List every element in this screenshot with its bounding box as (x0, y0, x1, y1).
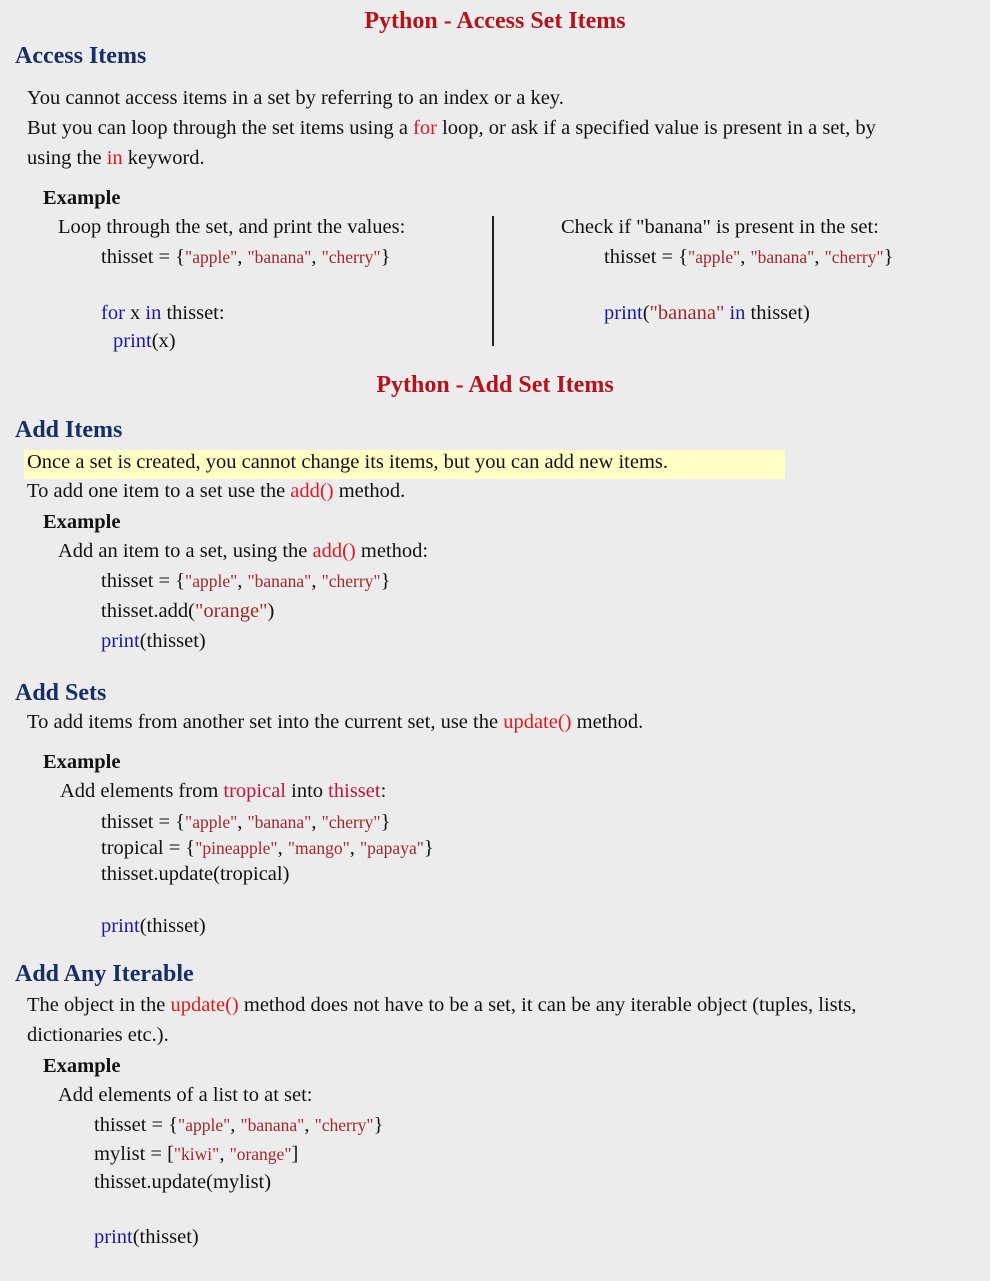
variable-name: thisset (328, 780, 381, 802)
access-line-3 (27, 147, 205, 170)
code: (thisset) (132, 1226, 199, 1248)
add-line (27, 480, 405, 503)
keyword: print (604, 302, 643, 324)
code: thisset = { (101, 570, 186, 592)
code: , (237, 570, 248, 592)
code: } (380, 570, 391, 592)
code: thisset = { (101, 246, 186, 268)
code-line-print (113, 330, 176, 353)
text: keyword. (122, 147, 205, 169)
string-literal: "orange" (229, 1144, 292, 1164)
string-literal: "apple" (185, 571, 238, 591)
string-literal: "orange" (194, 600, 268, 622)
keyword: for (101, 302, 125, 324)
code-line-mylist (94, 1143, 298, 1166)
variable-name: tropical (223, 780, 287, 802)
heading-add-items: Add Items (15, 417, 123, 443)
code: } (380, 811, 391, 833)
heading-add-sets: Add Sets (15, 680, 107, 706)
code: ( (642, 302, 650, 324)
heading-access-items: Access Items (15, 43, 147, 69)
code-line-assign (101, 811, 390, 834)
keyword: print (94, 1226, 133, 1248)
code: , (277, 837, 288, 859)
text: into (286, 780, 329, 802)
string-literal: "banana" (240, 1115, 305, 1135)
code: thisset = { (101, 811, 186, 833)
example-label: Example (43, 1055, 121, 1077)
code: , (304, 1114, 315, 1136)
text: : (380, 780, 387, 802)
string-literal: "banana" (247, 812, 312, 832)
code: , (311, 811, 322, 833)
code: , (311, 570, 322, 592)
code: , (814, 246, 825, 268)
example-label: Example (43, 751, 121, 773)
keyword: in (724, 302, 746, 324)
text: The object in the (27, 994, 171, 1016)
string-literal: "kiwi" (173, 1144, 220, 1164)
example-caption-tropical (60, 780, 386, 803)
keyword-in: in (106, 147, 123, 169)
text: method. (571, 711, 644, 733)
string-literal: "cherry" (824, 247, 884, 267)
code: ] (291, 1143, 299, 1165)
string-literal: "banana" (649, 302, 725, 324)
text: loop, or ask if a specified value is present in a set, by (436, 117, 876, 139)
code: , (740, 246, 751, 268)
heading-add-any-iterable: Add Any Iterable (15, 961, 194, 987)
string-literal: "apple" (178, 1115, 231, 1135)
method-name: update() (503, 711, 572, 733)
method-name: update() (170, 994, 239, 1016)
code-line-update: thisset.update(tropical) (101, 863, 290, 885)
code-line-assign (101, 570, 390, 593)
example-caption-add (58, 540, 428, 563)
code-line-assign (604, 246, 893, 269)
code: (thisset) (139, 630, 206, 652)
iterable-line-1 (27, 994, 856, 1017)
code: thisset = { (94, 1114, 179, 1136)
string-literal: "apple" (688, 247, 741, 267)
string-literal: "banana" (750, 247, 815, 267)
highlight-text: Once a set is created, you cannot change its items, but you can add new items. (27, 451, 668, 473)
code: } (380, 246, 391, 268)
method-name: add() (290, 480, 334, 502)
text: method. (333, 480, 406, 502)
code: tropical = { (101, 837, 196, 859)
code: thisset.add( (101, 600, 195, 622)
string-literal: "mango" (287, 838, 350, 858)
code-line-assign (101, 246, 390, 269)
page-title-add: Python - Add Set Items (376, 372, 614, 398)
page-title-access: Python - Access Set Items (364, 8, 626, 34)
code: , (237, 811, 248, 833)
example-label: Example (43, 187, 121, 209)
code: thisset) (745, 302, 810, 324)
example-label: Example (43, 511, 121, 533)
code: mylist = [ (94, 1143, 174, 1165)
text: Add an item to a set, using the (58, 540, 313, 562)
code: (thisset) (139, 915, 206, 937)
string-literal: "cherry" (314, 1115, 374, 1135)
example-caption-check: Check if "banana" is present in the set: (561, 216, 879, 238)
keyword: print (101, 915, 140, 937)
add-sets-line (27, 711, 643, 734)
column-divider (492, 216, 494, 346)
string-literal: "banana" (247, 571, 312, 591)
access-line-1: You cannot access items in a set by referring to an index or a key. (27, 87, 564, 109)
code-line-print (101, 630, 206, 653)
code-line-for (101, 302, 225, 325)
string-literal: "cherry" (321, 812, 381, 832)
code: ) (267, 600, 275, 622)
code: , (349, 837, 361, 859)
code: } (883, 246, 894, 268)
string-literal: "apple" (185, 812, 238, 832)
keyword: print (113, 330, 152, 352)
code-line-print (94, 1226, 199, 1249)
example-caption-list: Add elements of a list to at set: (58, 1084, 313, 1106)
method-name: add() (312, 540, 356, 562)
code-line-add (101, 600, 274, 623)
example-caption-loop: Loop through the set, and print the values: (58, 216, 406, 238)
code-line-print (101, 915, 206, 938)
code: , (311, 246, 322, 268)
string-literal: "cherry" (321, 571, 381, 591)
code: } (423, 837, 434, 859)
code: (x) (151, 330, 176, 352)
text: Add elements from (60, 780, 224, 802)
string-literal: "apple" (185, 247, 238, 267)
code: } (373, 1114, 384, 1136)
code-line-assign (94, 1114, 383, 1137)
string-literal: "papaya" (360, 838, 424, 858)
code-line-tropical (101, 837, 434, 860)
code: , (237, 246, 248, 268)
text: method does not have to be a set, it can be any iterable object (tuples, lists, (238, 994, 857, 1016)
access-line-2 (27, 117, 876, 140)
keyword-for: for (413, 117, 437, 139)
string-literal: "cherry" (321, 247, 381, 267)
code: , (230, 1114, 241, 1136)
code: , (219, 1143, 230, 1165)
text: But you can loop through the set items using a (27, 117, 414, 139)
text: using the (27, 147, 107, 169)
text: method: (355, 540, 429, 562)
code: thisset = { (604, 246, 689, 268)
code: thisset: (161, 302, 225, 324)
keyword: print (101, 630, 140, 652)
string-literal: "banana" (247, 247, 312, 267)
code-line-update: thisset.update(mylist) (94, 1171, 272, 1193)
keyword: in (145, 302, 162, 324)
code: x (124, 302, 146, 324)
text: To add one item to a set use the (27, 480, 291, 502)
string-literal: "pineapple" (195, 838, 278, 858)
code-line-print-in (604, 302, 810, 325)
text: To add items from another set into the current set, use the (27, 711, 504, 733)
iterable-line-2: dictionaries etc.). (27, 1024, 169, 1046)
